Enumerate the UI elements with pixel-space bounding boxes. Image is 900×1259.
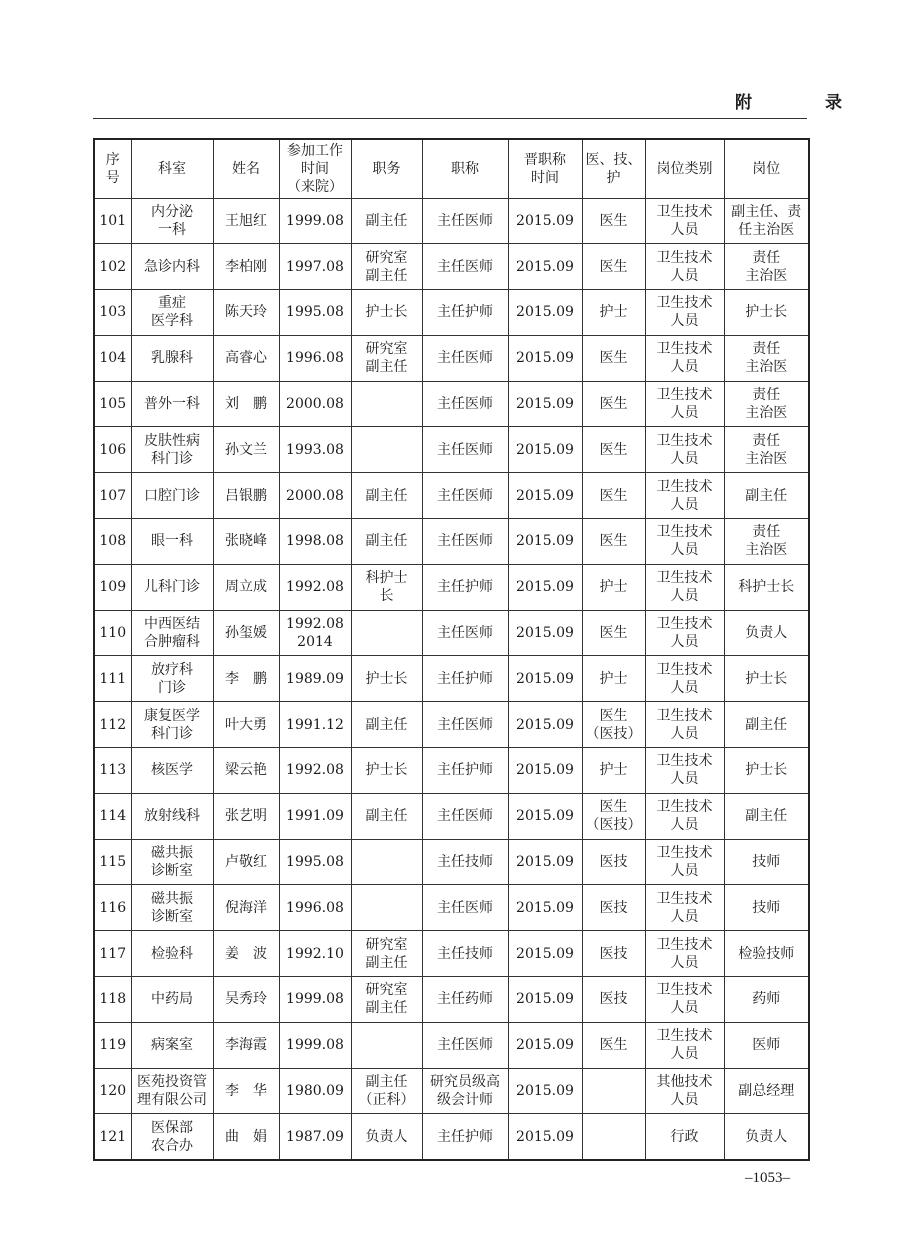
header-rule [93,118,807,119]
table-cell: 吴秀玲 [213,977,279,1023]
table-cell: 卫生技术 人员 [645,290,724,336]
table-cell: 卫生技术 人员 [645,473,724,519]
table-cell: 检验技师 [724,931,809,977]
table-cell: 1995.08 [279,839,351,885]
table-cell: 副主任 [351,473,422,519]
table-cell: 106 [94,427,131,473]
table-cell: 卢敬红 [213,839,279,885]
table-cell [351,427,422,473]
table-cell: 医技 [582,885,645,931]
table-cell: 102 [94,244,131,290]
table-cell: 2015.09 [508,381,582,427]
table-cell: 卫生技术 人员 [645,656,724,702]
table-cell: 主任护师 [422,290,508,336]
table-cell: 主任技师 [422,931,508,977]
table-cell: 普外一科 [131,381,213,427]
table-cell: 张艺明 [213,793,279,839]
table-cell: 核医学 [131,748,213,794]
table-cell: 1996.08 [279,885,351,931]
table-cell: 2015.09 [508,335,582,381]
table-cell: 责任 主治医 [724,519,809,565]
table-cell: 中药局 [131,977,213,1023]
table-cell: 梁云艳 [213,748,279,794]
table-cell: 李柏刚 [213,244,279,290]
table-cell: 研究室 副主任 [351,977,422,1023]
table-body [94,198,809,1160]
table-cell: 107 [94,473,131,519]
table-cell: 护士 [582,290,645,336]
table-cell: 副总经理 [724,1068,809,1114]
column-header: 岗位类别 [645,139,724,198]
table-cell: 责任 主治医 [724,381,809,427]
table-cell: 主任医师 [422,198,508,244]
table-cell: 1999.08 [279,977,351,1023]
table-cell: 研究室 副主任 [351,335,422,381]
table-row [94,885,809,931]
column-header: 科室 [131,139,213,198]
table-cell: 1991.09 [279,793,351,839]
table-cell: 护士 [582,656,645,702]
table-cell: 卫生技术 人员 [645,519,724,565]
table-cell: 副主任 [724,793,809,839]
table-cell: 护士长 [351,656,422,702]
table-cell: 111 [94,656,131,702]
table-cell: 1991.12 [279,702,351,748]
table-cell: 负责人 [724,610,809,656]
table-cell: 护士 [582,748,645,794]
table-cell [351,885,422,931]
column-header: 岗位 [724,139,809,198]
table-cell: 陈天玲 [213,290,279,336]
table-row [94,244,809,290]
table-cell: 李海霞 [213,1022,279,1068]
table-cell: 119 [94,1022,131,1068]
table-cell: 曲 娟 [213,1114,279,1160]
table-cell: 121 [94,1114,131,1160]
table-cell: 副主任 （正科） [351,1068,422,1114]
table-cell: 副主任 [724,702,809,748]
table-cell: 重症 医学科 [131,290,213,336]
table-cell: 责任 主治医 [724,427,809,473]
table-cell: 2015.09 [508,290,582,336]
table-cell: 2015.09 [508,885,582,931]
table-cell: 卫生技术 人员 [645,839,724,885]
table-cell: 医保部 农合办 [131,1114,213,1160]
table-cell: 主任医师 [422,885,508,931]
table-cell: 主任药师 [422,977,508,1023]
table-cell: 医技 [582,839,645,885]
page-number: –1053– [745,1170,790,1186]
table-cell: 1992.08 [279,748,351,794]
table-row [94,198,809,244]
table-cell: 医技 [582,977,645,1023]
table-row [94,931,809,977]
table-cell: 皮肤性病 科门诊 [131,427,213,473]
table-row [94,290,809,336]
table-row [94,656,809,702]
table-cell: 2015.09 [508,1114,582,1160]
table-row [94,793,809,839]
column-header: 医、技、 护 [582,139,645,198]
table-cell: 主任医师 [422,1022,508,1068]
table-cell: 副主任 [351,519,422,565]
table-cell: 104 [94,335,131,381]
table-cell: 副主任 [724,473,809,519]
table-cell: 康复医学 科门诊 [131,702,213,748]
table-cell: 卫生技术 人员 [645,564,724,610]
table-cell: 主任护师 [422,564,508,610]
column-header: 职务 [351,139,422,198]
table-cell: 主任医师 [422,702,508,748]
table-cell: 磁共振 诊断室 [131,839,213,885]
table-cell: 检验科 [131,931,213,977]
table-cell [582,1068,645,1114]
table-cell: 120 [94,1068,131,1114]
table-cell: 卫生技术 人员 [645,198,724,244]
table-cell: 急诊内科 [131,244,213,290]
table-cell: 医生 [582,335,645,381]
table-row [94,381,809,427]
table-cell: 109 [94,564,131,610]
table-cell: 2015.09 [508,564,582,610]
section-title: 附 录 [735,93,870,113]
table-row [94,473,809,519]
table-cell: 医生 [582,427,645,473]
table-cell: 卫生技术 人员 [645,427,724,473]
table-cell: 卫生技术 人员 [645,931,724,977]
table-cell: 医技 [582,931,645,977]
table-cell: 2015.09 [508,610,582,656]
table-cell: 刘 鹏 [213,381,279,427]
table-cell: 科护士长 [724,564,809,610]
table-cell: 药师 [724,977,809,1023]
table-cell: 孙文兰 [213,427,279,473]
table-cell: 责任 主治医 [724,244,809,290]
table-cell: 卫生技术 人员 [645,335,724,381]
table-cell: 103 [94,290,131,336]
table-cell: 主任医师 [422,244,508,290]
table-row [94,1022,809,1068]
table-row [94,564,809,610]
table-cell: 主任护师 [422,748,508,794]
table-cell: 主任医师 [422,427,508,473]
table-cell: 放疗科 门诊 [131,656,213,702]
table-cell: 科护士 长 [351,564,422,610]
table-cell: 115 [94,839,131,885]
table-row [94,427,809,473]
table-cell [582,1114,645,1160]
table-cell: 医生 [582,473,645,519]
table-cell: 1996.08 [279,335,351,381]
table-cell: 110 [94,610,131,656]
table-cell: 113 [94,748,131,794]
table-cell: 2015.09 [508,839,582,885]
column-header: 序 号 [94,139,131,198]
table-cell: 病案室 [131,1022,213,1068]
table-cell: 眼一科 [131,519,213,565]
column-header: 职称 [422,139,508,198]
table-cell: 卫生技术 人员 [645,977,724,1023]
table-cell: 主任护师 [422,1114,508,1160]
staff-table [93,138,810,1161]
table-cell: 其他技术 人员 [645,1068,724,1114]
table-cell: 姜 波 [213,931,279,977]
table-cell: 医苑投资管 理有限公司 [131,1068,213,1114]
table-cell: 负责人 [351,1114,422,1160]
table-cell: 卫生技术 人员 [645,748,724,794]
table-cell: 技师 [724,839,809,885]
table-cell: 2015.09 [508,977,582,1023]
column-header: 晋职称 时间 [508,139,582,198]
table-cell: 护士长 [351,748,422,794]
table-cell: 2015.09 [508,656,582,702]
table-cell: 116 [94,885,131,931]
table-cell: 卫生技术 人员 [645,244,724,290]
table-cell: 副主任 [351,793,422,839]
table-cell: 副主任 [351,198,422,244]
table-cell: 医生 [582,519,645,565]
table-cell: 主任医师 [422,335,508,381]
table-cell: 儿科门诊 [131,564,213,610]
table-cell: 护士长 [724,656,809,702]
table-cell: 吕银鹏 [213,473,279,519]
table-row [94,519,809,565]
table-cell: 2015.09 [508,244,582,290]
table-cell: 技师 [724,885,809,931]
table-row [94,1068,809,1114]
table-cell [351,381,422,427]
table-cell: 内分泌 一科 [131,198,213,244]
table-row [94,335,809,381]
table-row [94,839,809,885]
table-row [94,748,809,794]
table-cell: 2015.09 [508,473,582,519]
table-cell: 护士长 [724,290,809,336]
table-cell: 1997.08 [279,244,351,290]
table-row [94,702,809,748]
table-cell: 卫生技术 人员 [645,610,724,656]
table-cell: 卫生技术 人员 [645,1022,724,1068]
table-cell: 1992.10 [279,931,351,977]
table-cell: 主任医师 [422,519,508,565]
table-cell: 卫生技术 人员 [645,885,724,931]
table-cell: 1987.09 [279,1114,351,1160]
table-cell: 医生 [582,1022,645,1068]
table-cell: 高睿心 [213,335,279,381]
table-cell: 卫生技术 人员 [645,793,724,839]
table-cell: 1995.08 [279,290,351,336]
table-cell: 1992.08 2014 [279,610,351,656]
table-cell: 118 [94,977,131,1023]
table-cell: 乳腺科 [131,335,213,381]
table-cell: 研究员级高 级会计师 [422,1068,508,1114]
table-cell: 李 鹏 [213,656,279,702]
table-cell [351,1022,422,1068]
table-cell: 护士长 [351,290,422,336]
table-cell: 112 [94,702,131,748]
table-cell: 主任技师 [422,839,508,885]
table-cell: 主任医师 [422,793,508,839]
table-cell: 医师 [724,1022,809,1068]
table-row [94,610,809,656]
table-cell: 1993.08 [279,427,351,473]
table-cell: 医生 [582,381,645,427]
table-cell: 1992.08 [279,564,351,610]
table-cell: 孙玺媛 [213,610,279,656]
table-row [94,977,809,1023]
table-cell: 2015.09 [508,793,582,839]
table-cell: 医生 （医技） [582,793,645,839]
table-cell: 1998.08 [279,519,351,565]
table-cell: 卫生技术 人员 [645,702,724,748]
table-cell: 负责人 [724,1114,809,1160]
table-cell: 王旭红 [213,198,279,244]
table-cell [351,839,422,885]
table-cell: 医生 （医技） [582,702,645,748]
table-cell: 主任医师 [422,610,508,656]
column-header: 姓名 [213,139,279,198]
table-cell: 105 [94,381,131,427]
table-cell: 医生 [582,610,645,656]
table-cell: 卫生技术 人员 [645,381,724,427]
table-cell: 周立成 [213,564,279,610]
table-cell: 口腔门诊 [131,473,213,519]
table-cell: 磁共振 诊断室 [131,885,213,931]
table-cell: 1989.09 [279,656,351,702]
table-cell: 2015.09 [508,702,582,748]
table-cell: 1999.08 [279,1022,351,1068]
table-cell: 2015.09 [508,198,582,244]
table-cell: 研究室 副主任 [351,931,422,977]
table-cell: 主任护师 [422,656,508,702]
table-cell: 中西医结 合肿瘤科 [131,610,213,656]
table-cell: 医生 [582,198,645,244]
table-cell: 副主任 [351,702,422,748]
table-cell: 张晓峰 [213,519,279,565]
table-cell: 主任医师 [422,381,508,427]
table-cell: 主任医师 [422,473,508,519]
table-cell: 1980.09 [279,1068,351,1114]
table-cell: 责任 主治医 [724,335,809,381]
column-header: 参加工作 时间 （来院） [279,139,351,198]
table-cell: 2015.09 [508,931,582,977]
table-cell: 2015.09 [508,519,582,565]
table-row [94,1114,809,1160]
table-cell: 叶大勇 [213,702,279,748]
table-cell: 117 [94,931,131,977]
table-cell: 护士 [582,564,645,610]
table-cell: 114 [94,793,131,839]
table-header-row [94,139,809,198]
table-cell: 副主任、责 任主治医 [724,198,809,244]
table-cell: 101 [94,198,131,244]
table-cell: 医生 [582,244,645,290]
table-cell: 2015.09 [508,1068,582,1114]
table-cell: 行政 [645,1114,724,1160]
table-cell: 2000.08 [279,381,351,427]
table-cell: 李 华 [213,1068,279,1114]
table-cell: 108 [94,519,131,565]
table-cell: 2015.09 [508,1022,582,1068]
table-cell: 研究室 副主任 [351,244,422,290]
table-cell [351,610,422,656]
table-cell: 2015.09 [508,748,582,794]
table-cell: 倪海洋 [213,885,279,931]
table-cell: 放射线科 [131,793,213,839]
table-cell: 2015.09 [508,427,582,473]
table-cell: 2000.08 [279,473,351,519]
table-cell: 1999.08 [279,198,351,244]
table-cell: 护士长 [724,748,809,794]
